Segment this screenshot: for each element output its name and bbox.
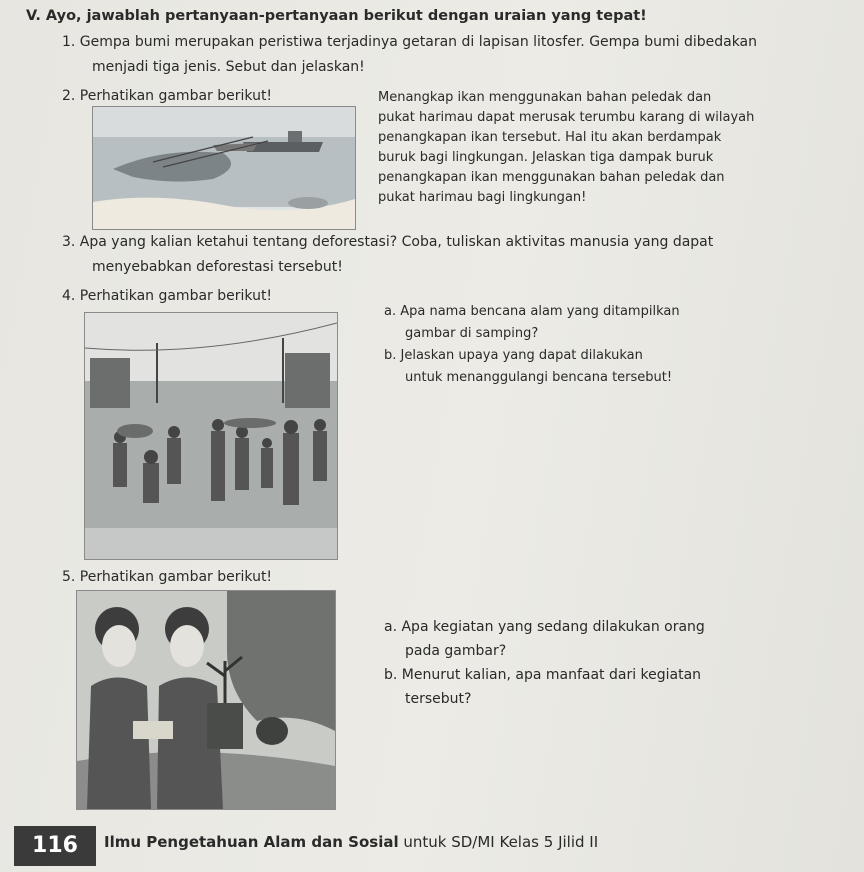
q5-a-line1: a. Apa kegiatan yang sedang dilakukan orang bbox=[384, 619, 705, 635]
q5-prompt: 5. Perhatikan gambar berikut! bbox=[62, 569, 273, 585]
q2-text-line6: pukat harimau bagi lingkungan! bbox=[378, 190, 587, 205]
q4-b-line1: b. Jelaskan upaya yang dapat dilakukan bbox=[384, 348, 643, 363]
q2-text-line1: Menangkap ikan menggunakan bahan peledak dan bbox=[378, 90, 712, 105]
page-number-badge bbox=[14, 826, 96, 866]
flood-illustration bbox=[84, 312, 338, 560]
q5-b-line1: b. Menurut kalian, apa manfaat dari kegiatan bbox=[384, 667, 702, 683]
q3-line1: 3. Apa yang kalian ketahui tentang deforestasi? Coba, tuliskan aktivitas manusia yang dapat bbox=[62, 234, 714, 250]
tree-planting-illustration bbox=[76, 590, 336, 810]
q5-a-line2: pada gambar? bbox=[405, 643, 507, 659]
fishing-illustration bbox=[92, 106, 356, 230]
q4-prompt: 4. Perhatikan gambar berikut! bbox=[62, 288, 273, 304]
q2-text-line2: pukat harimau dapat merusak terumbu karang di wilayah bbox=[378, 110, 755, 125]
q2-text-line4: buruk bagi lingkungan. Jelaskan tiga dampak buruk bbox=[378, 150, 714, 165]
q5-b-line2: tersebut? bbox=[405, 691, 472, 707]
q4-b-line2: untuk menanggulangi bencana tersebut! bbox=[405, 370, 673, 385]
q2-text-line5: penangkapan ikan menggunakan bahan peledak dan bbox=[378, 170, 725, 185]
book-title bbox=[104, 832, 598, 852]
q2-text-line3: penangkapan ikan tersebut. Hal itu akan berdampak bbox=[378, 130, 722, 145]
book-title-rest: untuk SD/MI Kelas 5 Jilid II bbox=[398, 833, 599, 851]
book-title-bold: Ilmu Pengetahuan Alam dan Sosial bbox=[104, 833, 399, 851]
q3-line2: menyebabkan deforestasi tersebut! bbox=[92, 259, 343, 275]
page-number: 116 bbox=[32, 833, 78, 858]
q1-line2: menjadi tiga jenis. Sebut dan jelaskan! bbox=[92, 59, 365, 75]
q2-prompt: 2. Perhatikan gambar berikut! bbox=[62, 88, 273, 104]
section-heading: V. Ayo, jawablah pertanyaan-pertanyaan berikut dengan uraian yang tepat! bbox=[26, 8, 647, 24]
q4-a-line2: gambar di samping? bbox=[405, 326, 539, 341]
q4-a-line1: a. Apa nama bencana alam yang ditampilkan bbox=[384, 304, 680, 319]
q1-line1: 1. Gempa bumi merupakan peristiwa terjadinya getaran di lapisan litosfer. Gempa bumi dibedakan bbox=[62, 34, 758, 50]
